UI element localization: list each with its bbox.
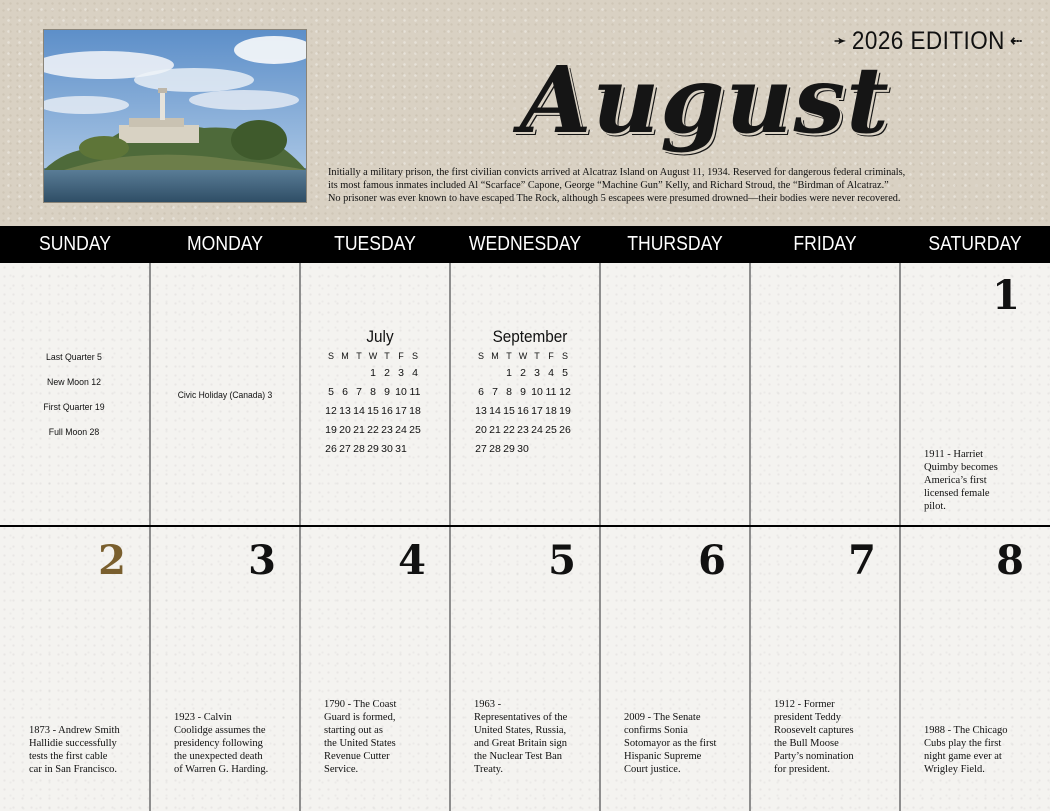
mini-day: 22 (367, 424, 379, 436)
mini-day: 23 (517, 424, 529, 436)
mini-day: 23 (381, 424, 393, 436)
event-line: 1912 - Former (774, 699, 835, 710)
moon-phase-new-moon: New Moon 12 (47, 377, 101, 388)
mini-day: 4 (412, 367, 418, 379)
mini-day: 13 (339, 405, 351, 417)
day-event-8 (924, 724, 1042, 776)
day-event-6 (624, 711, 746, 776)
mini-day: 7 (492, 386, 498, 398)
mini-day: 8 (370, 386, 376, 398)
event-line: Revenue Cutter (324, 751, 390, 762)
day-event-7 (774, 698, 896, 776)
event-line: Hispanic Supreme (624, 751, 702, 762)
column-divider (449, 263, 451, 811)
day-event-4 (324, 698, 442, 776)
month-title: August (520, 46, 890, 154)
mini-day: 24 (395, 424, 407, 436)
mini-day: 24 (531, 424, 543, 436)
day-number-8: 8 (996, 537, 1024, 584)
weekday-header (0, 226, 1050, 263)
mini-day (474, 364, 488, 383)
mini-day: 14 (489, 405, 501, 417)
mini-calendar-week (474, 402, 586, 421)
mini-day: 2 (384, 367, 390, 379)
event-line: the unexpected death (174, 751, 263, 762)
mini-calendar-days-header (474, 348, 586, 364)
mini-day: 9 (520, 386, 526, 398)
mini-day-letter: M (341, 351, 349, 361)
mini-day (338, 364, 352, 383)
weekday-thursday: THURSDAY (627, 233, 723, 255)
mini-day: 12 (325, 405, 337, 417)
mini-day (544, 440, 558, 459)
mini-calendar-title: July (366, 327, 394, 346)
mini-day: 10 (531, 386, 543, 398)
mini-day: 31 (395, 443, 407, 455)
edition-text: 2026 EDITION (851, 26, 1005, 55)
mini-day (352, 364, 366, 383)
day-number-5: 5 (548, 537, 576, 584)
mini-day: 29 (503, 443, 515, 455)
event-line: pilot. (924, 501, 946, 512)
event-line: United States, Russia, (474, 725, 567, 736)
weekday-wednesday: WEDNESDAY (468, 233, 582, 255)
column-divider (149, 263, 151, 811)
mini-day: 18 (409, 405, 421, 417)
mini-day-letter: W (518, 351, 528, 361)
mini-day (530, 440, 544, 459)
week-divider (0, 525, 1050, 527)
mini-calendar-week (474, 440, 586, 459)
event-line: Guard is formed, (324, 712, 396, 723)
mini-day: 18 (545, 405, 557, 417)
mini-day: 26 (559, 424, 571, 436)
event-line: America’s first (924, 475, 987, 486)
day-event-2 (29, 724, 147, 776)
event-line: Party’s nomination (774, 751, 854, 762)
holiday-note: Civic Holiday (Canada) 3 (177, 390, 273, 401)
arrow-right-icon: ➛ (834, 33, 847, 50)
mini-day: 7 (356, 386, 362, 398)
mini-day: 3 (534, 367, 540, 379)
event-line: 1790 - The Coast (324, 699, 397, 710)
mini-day: 22 (503, 424, 515, 436)
day-number-2: 2 (98, 537, 126, 584)
mini-day (488, 364, 502, 383)
mini-day: 17 (531, 405, 543, 417)
mini-day: 19 (325, 424, 337, 436)
day-event-3 (174, 711, 296, 776)
mini-day: 16 (381, 405, 393, 417)
event-line: the Nuclear Test Ban (474, 751, 562, 762)
mini-day: 25 (409, 424, 421, 436)
event-line: 1873 - Andrew Smith (29, 725, 120, 736)
event-line: and Great Britain sign (474, 738, 568, 749)
intro-paragraph (328, 166, 1018, 205)
intro-line: Initially a military prison, the first civilian convicts arrived at Alcatraz Island on August 11, 1934. Reserved for dangerous federal criminals, (328, 167, 906, 178)
event-line: 1988 - The Chicago (924, 725, 1008, 736)
mini-day: 2 (520, 367, 526, 379)
mini-day: 21 (353, 424, 365, 436)
weekday-monday: MONDAY (187, 233, 263, 255)
mini-day: 20 (339, 424, 351, 436)
event-line: for president. (774, 764, 830, 775)
mini-day: 30 (517, 443, 529, 455)
mini-day: 21 (489, 424, 501, 436)
day-number-4: 4 (398, 537, 426, 584)
mini-day: 5 (328, 386, 334, 398)
day-number-1: 1 (992, 272, 1020, 319)
event-line: the Bull Moose (774, 738, 839, 749)
mini-calendar-week (474, 421, 586, 440)
event-line: confirms Sonia (624, 725, 688, 736)
mini-day: 5 (562, 367, 568, 379)
mini-calendar-september (474, 326, 586, 459)
day-number-7: 7 (848, 537, 876, 584)
event-line: Hallidie successfully (29, 738, 117, 749)
mini-day (558, 440, 572, 459)
weekday-saturday: SATURDAY (928, 233, 1022, 255)
mini-day-letter: T (534, 351, 540, 361)
mini-day: 29 (367, 443, 379, 455)
intro-line: its most famous inmates included Al “Scarface” Capone, George “Machine Gun” Kelly, and Richard Stroud, the “Birdman of Alcatraz.” (328, 180, 889, 191)
column-divider (749, 263, 751, 811)
event-line: Wrigley Field. (924, 764, 985, 775)
event-line: presidency following (174, 738, 263, 749)
mini-day: 1 (506, 367, 512, 379)
mini-day-letter: M (491, 351, 499, 361)
event-line: president Teddy (774, 712, 842, 723)
mini-day: 25 (545, 424, 557, 436)
mini-day: 12 (559, 386, 571, 398)
event-line: 1923 - Calvin (174, 712, 232, 723)
weekday-friday: FRIDAY (793, 233, 857, 255)
event-line: Roosevelt captures (774, 725, 854, 736)
mini-day: 26 (325, 443, 337, 455)
mini-day: 8 (506, 386, 512, 398)
mini-calendar-week (324, 421, 436, 440)
event-line: tests the first cable (29, 751, 108, 762)
mini-day: 19 (559, 405, 571, 417)
day-event-5 (474, 698, 596, 776)
weekday-sunday: SUNDAY (38, 233, 112, 255)
event-line: licensed female (924, 488, 990, 499)
mini-day: 6 (478, 386, 484, 398)
mini-day-letter: W (368, 351, 378, 361)
mini-day: 27 (339, 443, 351, 455)
mini-day-letter: S (327, 351, 334, 361)
mini-calendar-week (474, 364, 586, 383)
mini-day-letter: T (356, 351, 362, 361)
event-line: Cubs play the first (924, 738, 1002, 749)
mini-day: 13 (475, 405, 487, 417)
mini-calendar-week (474, 383, 586, 402)
mini-calendar-week (324, 440, 436, 459)
mini-day-letter: S (561, 351, 568, 361)
mini-day: 4 (548, 367, 554, 379)
alcatraz-photo (43, 29, 307, 203)
event-line: car in San Francisco. (29, 764, 118, 775)
mini-day: 6 (342, 386, 348, 398)
mini-day: 20 (475, 424, 487, 436)
mini-day: 15 (367, 405, 379, 417)
mini-day-letter: S (411, 351, 418, 361)
event-line: Coolidge assumes the (174, 725, 266, 736)
event-line: 1911 - Harriet (924, 449, 984, 460)
moon-phase-full-moon: Full Moon 28 (48, 427, 100, 438)
intro-line: No prisoner was ever known to have escaped The Rock, although 5 escapees were presumed drowned—their bodies were never recovered. (328, 193, 901, 204)
moon-phase-first-quarter: First Quarter 19 (43, 402, 105, 413)
column-divider (599, 263, 601, 811)
column-divider (299, 263, 301, 811)
mini-day-letter: T (506, 351, 512, 361)
mini-day: 16 (517, 405, 529, 417)
mini-calendar-title: September (492, 327, 568, 346)
mini-day-letter: T (384, 351, 390, 361)
day-event-1 (924, 448, 1034, 513)
event-line: 2009 - The Senate (624, 712, 701, 723)
day-number-3: 3 (248, 537, 276, 584)
mini-day: 28 (353, 443, 365, 455)
mini-calendar-week (324, 364, 436, 383)
event-line: Sotomayor as the first (624, 738, 717, 749)
event-line: Representatives of the (474, 712, 568, 723)
event-line: Quimby becomes (924, 462, 998, 473)
day-number-6: 6 (698, 537, 726, 584)
mini-day: 30 (381, 443, 393, 455)
moon-phase-last-quarter: Last Quarter 5 (46, 352, 102, 363)
mini-day: 11 (545, 386, 557, 398)
mini-day: 27 (475, 443, 487, 455)
mini-calendar-week (324, 383, 436, 402)
mini-day (324, 364, 338, 383)
mini-day: 9 (384, 386, 390, 398)
mini-day (408, 440, 422, 459)
event-line: Court justice. (624, 764, 681, 775)
mini-day: 3 (398, 367, 404, 379)
event-line: the United States (324, 738, 396, 749)
mini-day: 10 (395, 386, 407, 398)
event-line: Treaty. (474, 764, 503, 775)
mini-calendar-week (324, 402, 436, 421)
event-line: 1963 - (474, 699, 502, 710)
mini-day: 11 (409, 386, 421, 398)
event-line: Service. (324, 764, 359, 775)
mini-day-letter: S (477, 351, 484, 361)
mini-day: 15 (503, 405, 515, 417)
event-line: night game ever at (924, 751, 1002, 762)
event-line: starting out as (324, 725, 383, 736)
mini-day: 28 (489, 443, 501, 455)
mini-calendar-days-header (324, 348, 436, 364)
mini-calendar-july (324, 326, 436, 459)
mini-day: 14 (353, 405, 365, 417)
event-line: of Warren G. Harding. (174, 764, 269, 775)
mini-day: 17 (395, 405, 407, 417)
mini-day-letter: F (398, 351, 404, 361)
mini-day: 1 (370, 367, 376, 379)
column-divider (899, 263, 901, 811)
weekday-tuesday: TUESDAY (334, 233, 416, 255)
arrow-left-icon: ⇠ (1010, 33, 1023, 50)
mini-day-letter: F (548, 351, 554, 361)
